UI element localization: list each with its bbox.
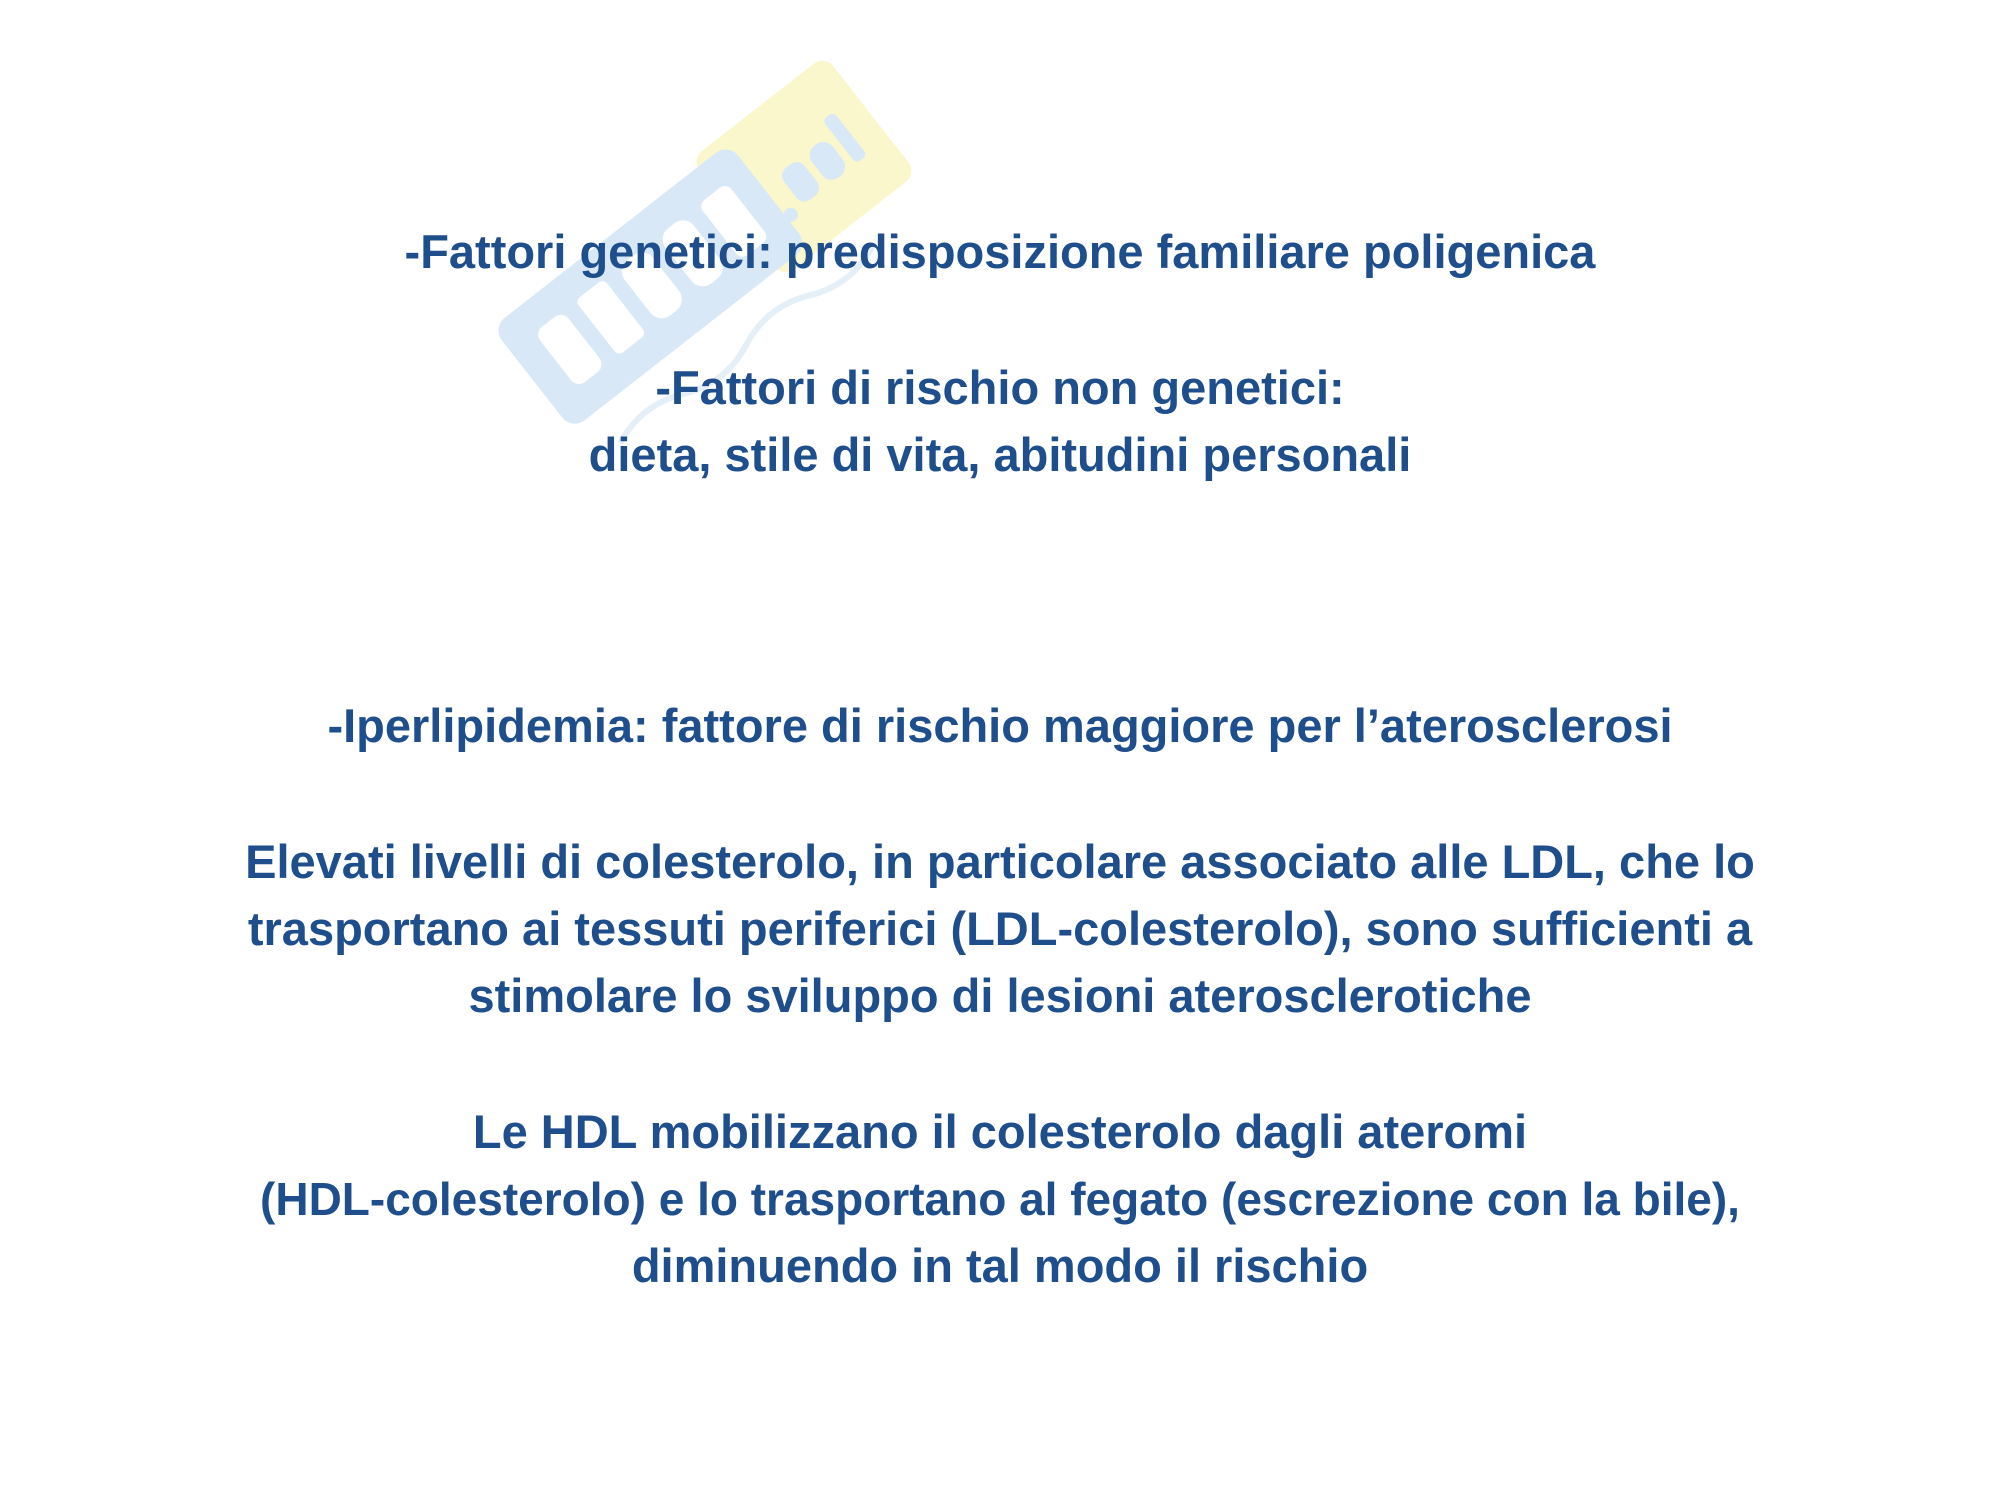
hdl-paragraph-line-1: Le HDL mobilizzano il colesterolo dagli ateromi: [472, 1105, 1528, 1158]
hyperlipidemia-text: -Iperlipidemia: fattore di rischio maggiore per l’aterosclerosi: [327, 699, 1673, 752]
ldl-paragraph-line-3: stimolare lo sviluppo di lesioni aterosclerotiche: [468, 969, 1532, 1022]
ldl-paragraph-line-1: Elevati livelli di colesterolo, in particolare associato alle LDL, che lo: [245, 835, 1755, 888]
hdl-paragraph-line-3: diminuendo in tal modo il rischio: [631, 1239, 1369, 1292]
genetic-factors-text: -Fattori genetici: predisposizione familiare poligenica: [404, 225, 1596, 278]
nongenetic-factors-title: -Fattori di rischio non genetici:: [655, 361, 1345, 414]
ldl-paragraph-line-2: trasportano ai tessuti periferici (LDL-colesterolo), sono sufficienti a: [247, 902, 1753, 955]
nongenetic-factors-detail: dieta, stile di vita, abitudini personali: [588, 428, 1412, 481]
hdl-paragraph-line-2: (HDL-colesterolo) e lo trasportano al fegato (escrezione con la bile),: [260, 1173, 1740, 1225]
